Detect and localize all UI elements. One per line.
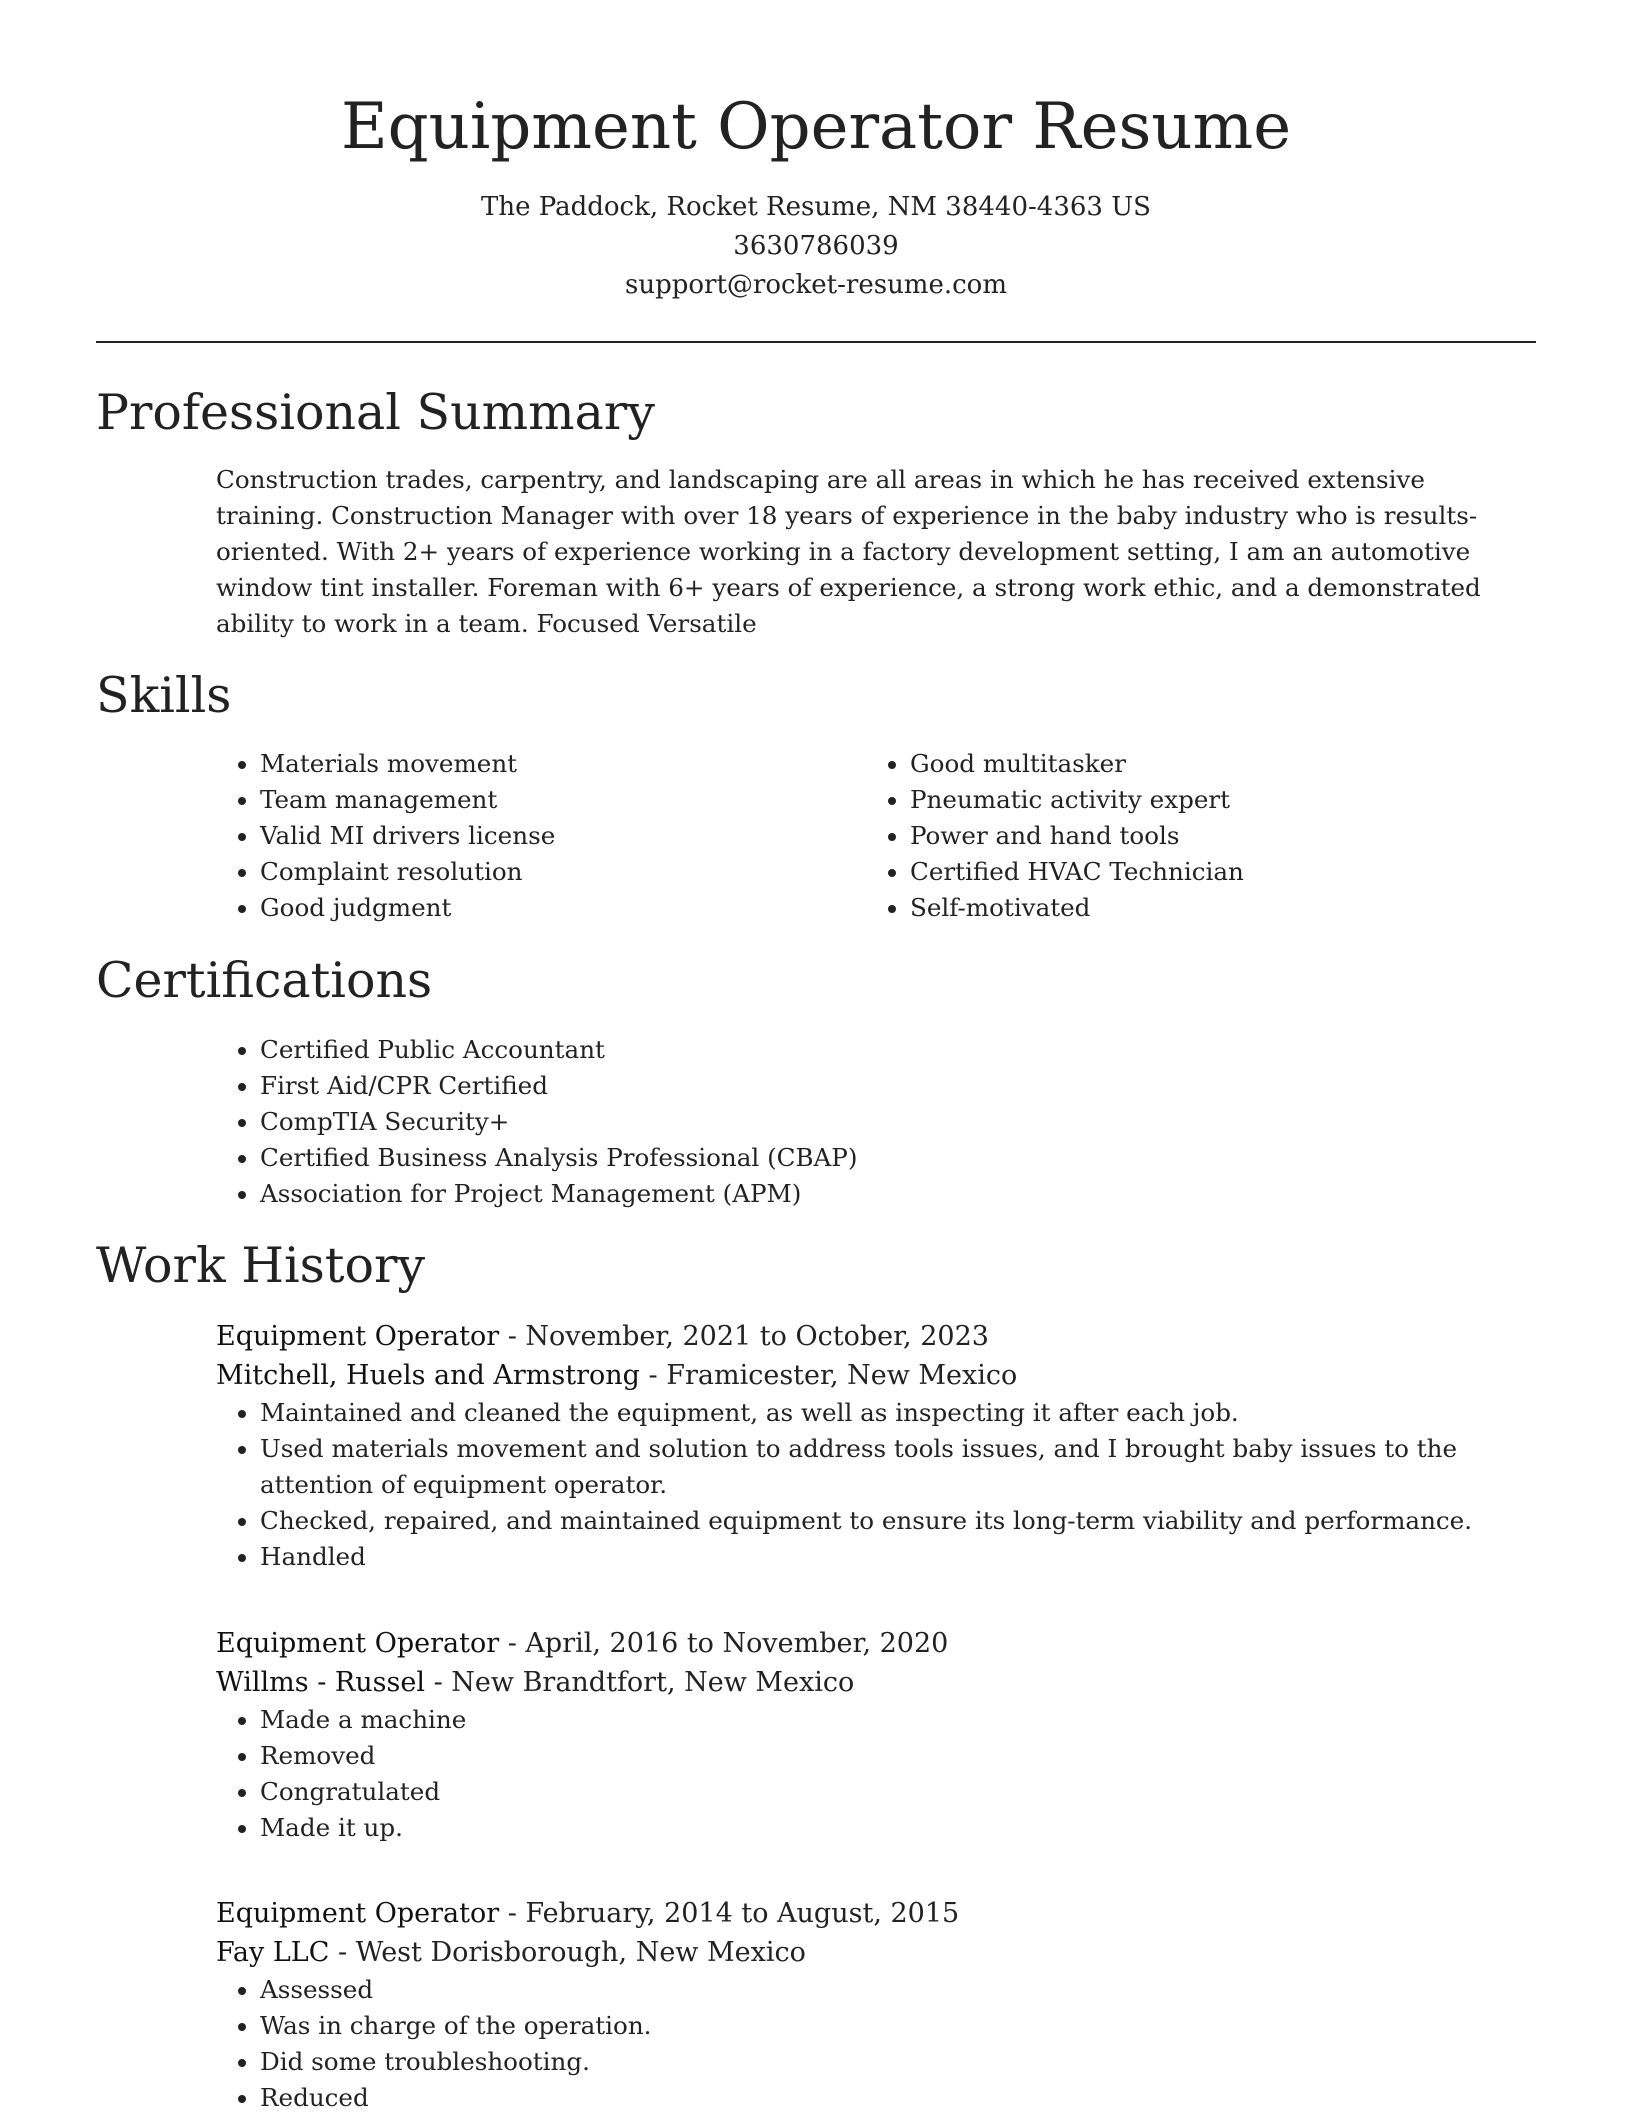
- skill-item: • Pneumatic activity expert: [910, 782, 1516, 818]
- resume-header: [0, 0, 1632, 305]
- job-duties-list: [216, 1702, 1546, 1846]
- skill-item: • Certified HVAC Technician: [910, 854, 1516, 890]
- job-company: Mitchell, Huels and Armstrong: [216, 1360, 640, 1391]
- skills-right-list: [866, 746, 1516, 926]
- job-duty-item: • Was in charge of the operation.: [260, 2008, 1546, 2044]
- job-location: - West Dorisborough, New Mexico: [329, 1937, 806, 1968]
- job-company-line: [216, 1356, 1546, 1395]
- skills-right-column: [866, 746, 1516, 926]
- skills-left-column: [216, 746, 836, 926]
- job-title-line: [216, 1624, 1546, 1663]
- email-text: support@rocket-resume.com: [624, 270, 1007, 300]
- job-title: Equipment Operator: [216, 1321, 500, 1352]
- skills-heading: Skills: [96, 667, 232, 724]
- job-duty-item: • Made a machine: [260, 1702, 1546, 1738]
- job-duty-item: • Congratulated: [260, 1774, 1546, 1810]
- skill-item: • Team management: [260, 782, 836, 818]
- summary-text: Construction trades, carpentry, and landscaping are all areas in which he has received extensive training. Construction Manager with over 18 years of experience in the baby industry who is results-oriented. With 2+ years of experience working in a factory development setting, I am an automotive window tint installer. Foreman with 6+ years of experience, a strong work ethic, and a demonstrated ability to work in a team. Focused Versatile: [216, 465, 1481, 638]
- certification-item: • First Aid/CPR Certified: [260, 1068, 1516, 1104]
- skill-item: • Good judgment: [260, 890, 836, 926]
- skills-left-list: [216, 746, 836, 926]
- job-company: Fay LLC: [216, 1937, 330, 1968]
- certification-item: • Certified Public Accountant: [260, 1032, 1516, 1068]
- job-duties-list: [216, 1395, 1546, 1575]
- job-entry: [216, 1624, 1546, 1846]
- phone-text: 3630786039: [733, 231, 899, 261]
- skill-item: • Materials movement: [260, 746, 836, 782]
- job-duty-item: • Maintained and cleaned the equipment, as well as inspecting it after each job.: [260, 1395, 1546, 1431]
- certification-item: • Association for Project Management (APM): [260, 1176, 1516, 1212]
- job-location: - Framicester, New Mexico: [639, 1360, 1018, 1391]
- certifications-column: [216, 1032, 1516, 1212]
- skill-item: • Self-motivated: [910, 890, 1516, 926]
- work-history-heading: Work History: [96, 1237, 426, 1294]
- job-duty-item: • Did some troubleshooting.: [260, 2044, 1546, 2080]
- certification-item: • CompTIA Security+: [260, 1104, 1516, 1140]
- job-duty-item: • Reduced: [260, 2080, 1546, 2112]
- job-company-line: [216, 1663, 1546, 1702]
- job-duty-item: • Handled: [260, 1539, 1546, 1575]
- job-duty-item: • Removed: [260, 1738, 1546, 1774]
- certifications-list: [216, 1032, 1516, 1212]
- skill-item: • Complaint resolution: [260, 854, 836, 890]
- job-entry: [216, 1317, 1546, 1575]
- job-dates: - April, 2016 to November, 2020: [499, 1628, 949, 1659]
- job-title: Equipment Operator: [216, 1898, 500, 1929]
- certifications-heading: Certifications: [96, 952, 433, 1009]
- job-duties-list: [216, 1972, 1546, 2112]
- job-duty-item: • Checked, repaired, and maintained equipment to ensure its long-term viability and performance.: [260, 1503, 1546, 1539]
- skill-item: • Valid MI drivers license: [260, 818, 836, 854]
- header-divider: [96, 341, 1536, 343]
- job-entry: [216, 1894, 1546, 2112]
- summary-heading: Professional Summary: [96, 384, 655, 441]
- job-dates: - February, 2014 to August, 2015: [499, 1898, 960, 1929]
- certification-item: • Certified Business Analysis Professional (CBAP): [260, 1140, 1516, 1176]
- job-duty-item: • Used materials movement and solution to address tools issues, and I brought baby issues to the attention of equipment operator.: [260, 1431, 1546, 1503]
- page-title: Equipment Operator Resume: [340, 90, 1292, 164]
- skill-item: • Power and hand tools: [910, 818, 1516, 854]
- job-dates: - November, 2021 to October, 2023: [499, 1321, 989, 1352]
- job-title-line: [216, 1894, 1546, 1933]
- job-title-line: [216, 1317, 1546, 1356]
- job-company: Willms - Russel: [216, 1667, 425, 1698]
- job-location: - New Brandtfort, New Mexico: [424, 1667, 855, 1698]
- skill-item: • Good multitasker: [910, 746, 1516, 782]
- job-company-line: [216, 1933, 1546, 1972]
- job-duty-item: • Made it up.: [260, 1810, 1546, 1846]
- job-duty-item: • Assessed: [260, 1972, 1546, 2008]
- address-text: The Paddock, Rocket Resume, NM 38440-4363 US: [481, 192, 1151, 222]
- job-title: Equipment Operator: [216, 1628, 500, 1659]
